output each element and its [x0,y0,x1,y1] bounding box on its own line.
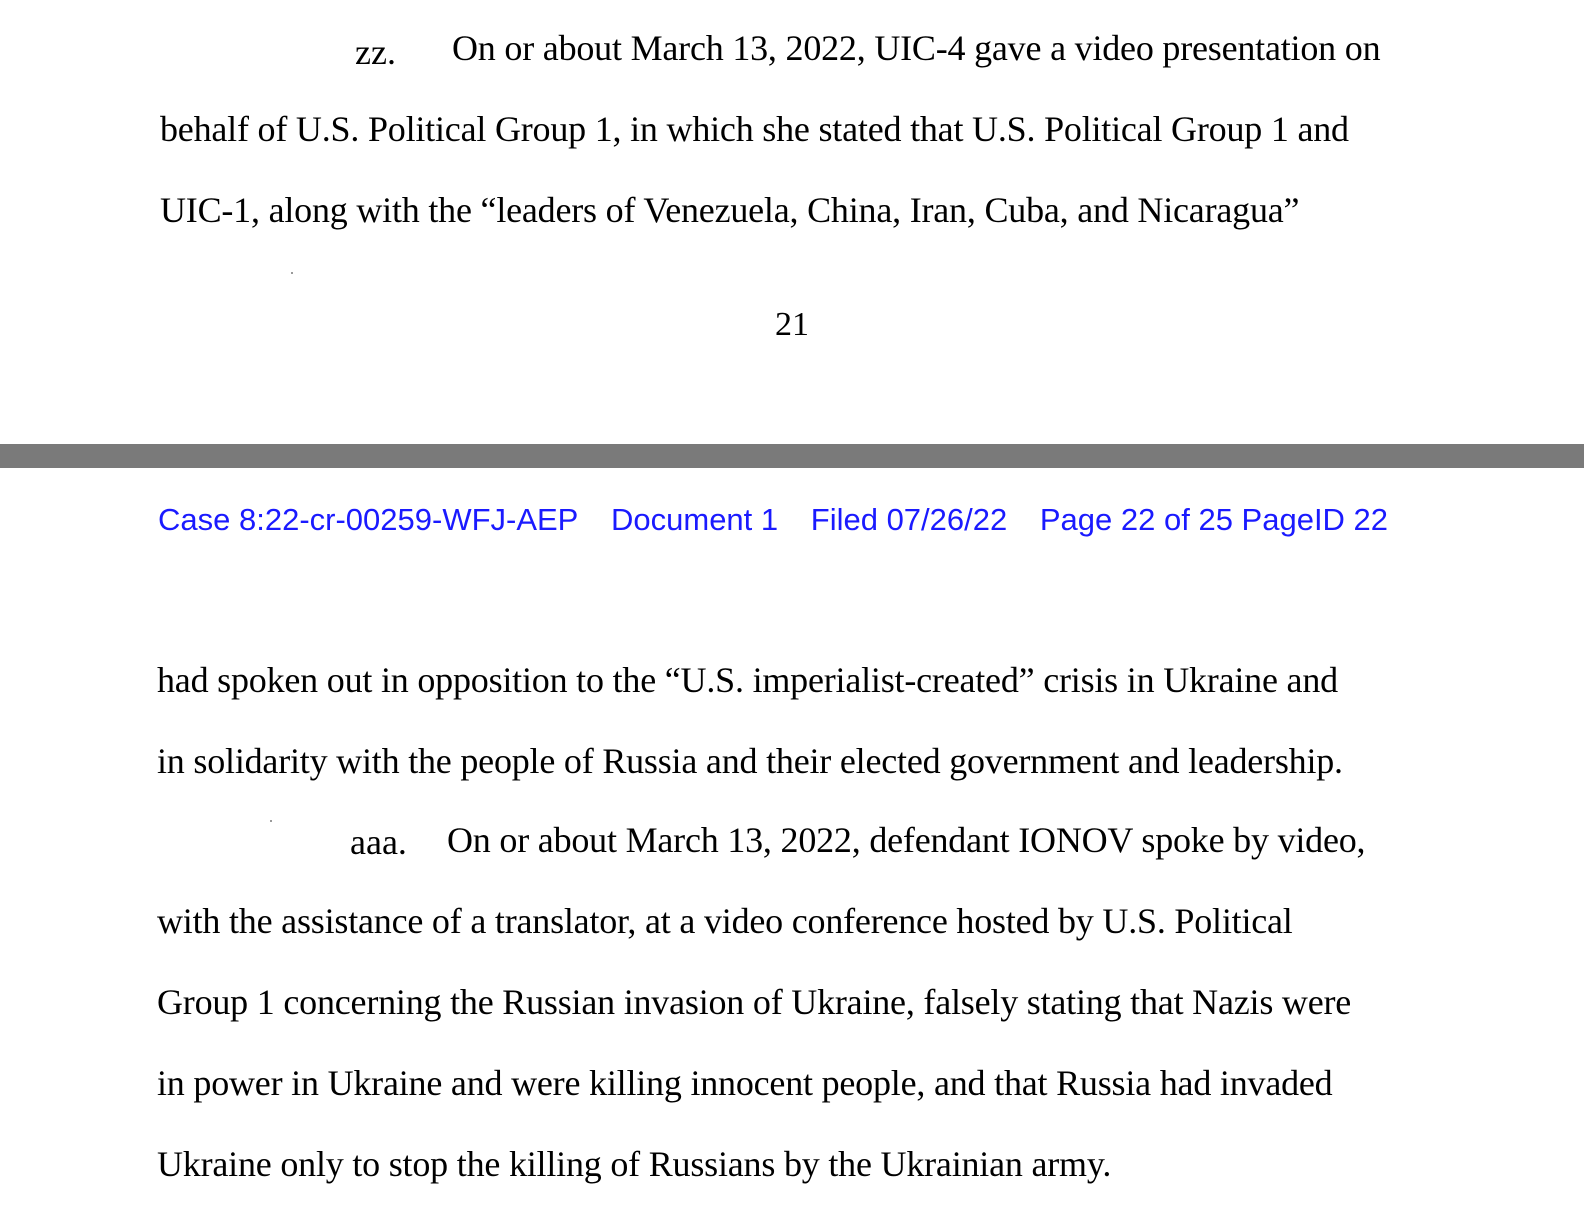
current-page [0,468,1584,1220]
filed-date: Filed 07/26/22 [810,502,1008,537]
paragraph-line: Group 1 concerning the Russian invasion of Ukraine, falsely stating that Nazis were [157,982,1352,1022]
document-number: Document 1 [611,502,779,537]
case-number: Case 8:22-cr-00259-WFJ-AEP [158,502,579,537]
paragraph-marker-aaa: aaa. [350,822,407,862]
case-header [158,500,1388,540]
scan-speck [291,272,293,274]
paragraph-line: UIC-1, along with the “leaders of Venezuela, China, Iran, Cuba, and Nicaragua” [160,190,1300,230]
continuation-line: in solidarity with the people of Russia and their elected government and leadership. [157,741,1343,781]
paragraph-line: Ukraine only to stop the killing of Russians by the Ukrainian army. [157,1144,1112,1184]
page-id: Page 22 of 25 PageID 22 [1039,502,1389,537]
paragraph-line: On or about March 13, 2022, defendant IONOV spoke by video, [447,820,1366,860]
paragraph-line: On or about March 13, 2022, UIC-4 gave a video presentation on [452,28,1381,68]
continuation-line: had spoken out in opposition to the “U.S. imperialist-created” crisis in Ukraine and [157,660,1338,700]
scan-speck [270,820,272,822]
paragraph-line: in power in Ukraine and were killing innocent people, and that Russia had invaded [157,1063,1333,1103]
paragraph-line: behalf of U.S. Political Group 1, in which she stated that U.S. Political Group 1 and [160,109,1349,149]
page-separator [0,444,1584,468]
page-number: 21 [775,306,809,343]
previous-page [0,0,1584,444]
paragraph-line: with the assistance of a translator, at a video conference hosted by U.S. Political [157,901,1293,941]
paragraph-marker-zz: zz. [355,32,396,72]
